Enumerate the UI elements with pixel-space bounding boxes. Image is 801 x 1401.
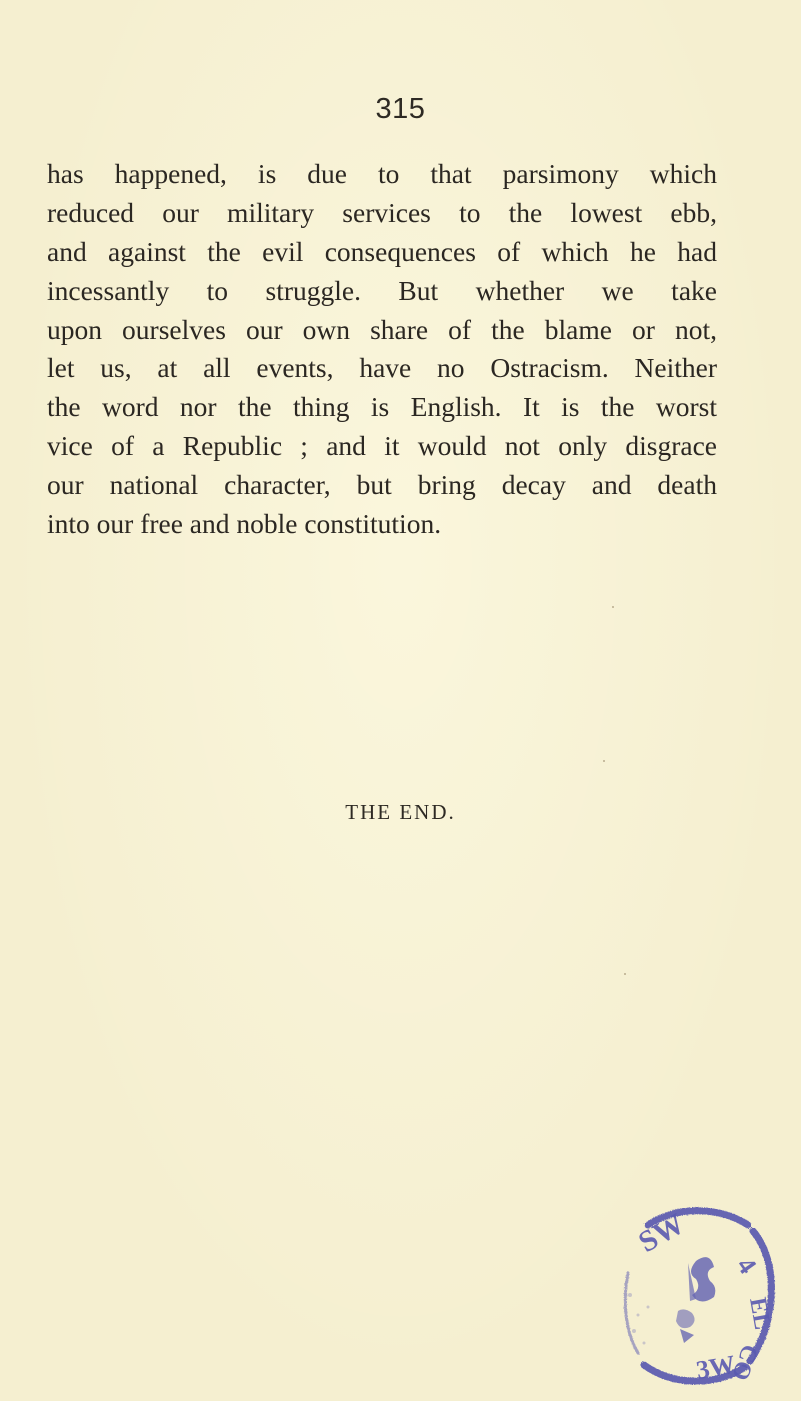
svg-text:3W: 3W [694,1349,738,1385]
text-line: vice of a Republic ; and it would not only disgrace [47,430,717,462]
svg-text:SW: SW [633,1207,690,1260]
text-line: upon ourselves our own share of the blame or not, [47,313,717,345]
text-line: into our free and noble constitution. [47,508,442,540]
svg-text:4: 4 [731,1251,763,1280]
paper-speck [624,973,626,975]
body-paragraph [47,155,717,544]
svg-text:EL: EL [744,1295,776,1332]
text-line: our national character, but bring decay and death [47,469,717,501]
text-line: the word nor the thing is English. It is the worst [47,391,717,423]
the-end-label: THE END. [345,800,456,824]
text-line: and against the evil consequences of which he had [47,235,717,267]
paper-speck [612,606,614,608]
text-line: incessantly to struggle. But whether we take [47,274,717,306]
library-stamp-icon [608,1203,778,1385]
paper-speck [603,760,605,762]
text-line: let us, at all events, have no Ostracism. Neither [47,352,717,384]
page-number: 315 [375,93,426,125]
text-line: has happened, is due to that parsimony which [47,158,717,189]
text-line: reduced our military services to the lowest ebb, [47,196,717,228]
svg-text:CO: CO [726,1340,763,1384]
